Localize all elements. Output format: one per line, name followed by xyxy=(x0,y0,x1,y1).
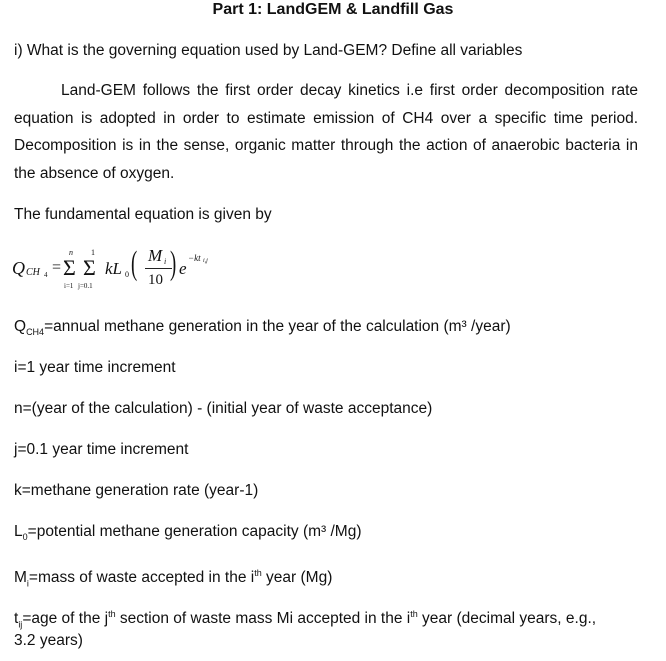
eq-sigma2-lower: j=0.1 xyxy=(78,282,93,290)
definition-n: n=(year of the calculation) - (initial year of waste acceptance) xyxy=(14,400,433,417)
eq-left-paren-icon: ( xyxy=(131,245,138,282)
eq-right-paren-icon: ) xyxy=(170,245,177,282)
definition-i: i=1 year time increment xyxy=(14,359,176,376)
definition-mi: $M_i=mass$ of waste accepted in the $i^{th}$ year (Mg) xyxy=(14,568,333,589)
definition-j: j=0.1 year time increment xyxy=(14,441,189,458)
landgem-equation xyxy=(12,242,272,302)
eq-fraction-bar xyxy=(145,268,172,269)
eq-frac-num-sub: i xyxy=(164,257,167,266)
eq-sigma1-icon: Σ xyxy=(63,255,76,280)
eq-frac-num: M xyxy=(148,246,163,265)
page-title: Part 1: LandGEM & Landfill Gas xyxy=(212,1,454,18)
eq-sigma1-upper: n xyxy=(69,248,73,257)
answer-paragraph-text: Land-GEM follows the first order decay kinetics i.e first order decomposition rate equation is adopted in order to estimate emission of CH4 over a specific time period. Decomposition is in the sense, organic matter through the action of anaerobic bacteria in the absence of oxygen. xyxy=(14,82,638,182)
definition-tij: $t_{ij}=age$ of the $j^{th}$ section of waste mass Mi accepted in the $i^{th}$ year (decimal years, e.g., xyxy=(14,609,597,630)
question-text: i) What is the governing equation used by Land-GEM? Define all variables xyxy=(14,42,523,59)
eq-exp-power: −kt xyxy=(188,253,201,263)
answer-paragraph xyxy=(14,77,638,187)
definition-q: $Q_{CH4}=annual$ methane generation in the year of the calculation (m³ /year) xyxy=(14,318,511,338)
eq-sigma1-lower: i=1 xyxy=(64,282,74,290)
definition-l0: $L_0=potential$ methane generation capacity (m³ /Mg) xyxy=(14,523,362,543)
fundamental-intro: The fundamental equation is given by xyxy=(14,206,272,223)
eq-lhs-symbol: Q xyxy=(12,258,25,278)
eq-sigma2-icon: Σ xyxy=(83,255,96,280)
eq-frac-den: 10 xyxy=(148,272,163,288)
definition-k: k=methane generation rate (year-1) xyxy=(14,482,259,499)
eq-exp-power-sub: i,j xyxy=(203,258,208,264)
eq-equals: = xyxy=(52,259,62,276)
eq-kl-sub: 0 xyxy=(125,270,129,279)
eq-kl-term: kL xyxy=(105,259,122,278)
eq-lhs-sub: CH xyxy=(26,267,40,278)
eq-lhs-sub2: 4 xyxy=(44,271,48,279)
eq-sigma2-upper: 1 xyxy=(91,248,95,257)
definition-tij-continued: 3.2 years) xyxy=(14,632,83,649)
eq-exp-base: e xyxy=(179,259,187,278)
